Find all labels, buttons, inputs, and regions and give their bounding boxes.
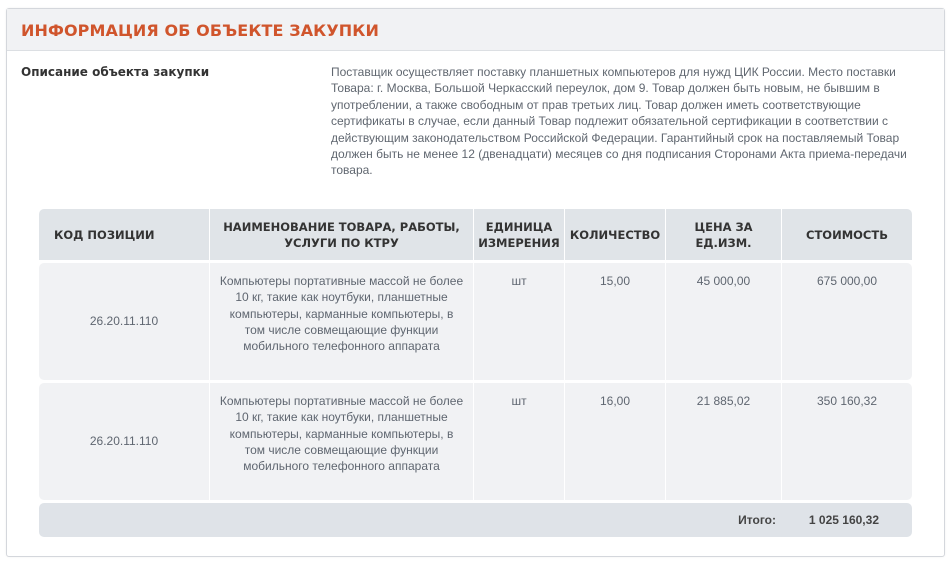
cell-qty: 15,00 [565, 263, 666, 380]
header-price: ЦЕНА ЗА ЕД.ИЗМ. [666, 209, 782, 260]
cell-name: Компьютеры портативные массой не более 10 кг, такие как ноутбуки, планшетные компьютеры, карманные компьютеры, в том числе совмещающие функции мобильного телефонного аппарата [210, 263, 474, 380]
description-value: Поставщик осуществляет поставку планшетных компьютеров для нужд ЦИК России. Место поставки Товара: г. Москва, Большой Черкасский переулок, дом 9. Товар должен быть новым, не бывшим в употреблении, а также свободным от прав третьих лиц. Товар должен иметь соответствующие сертификаты в случае, если данный Товар подлежит обязательной сертификации в соответствии с действующим законодательством Российской Федерации. Гарантийный срок на поставляемый Товар должен быть не менее 12 (двенадцати) месяцев со дня подписания Сторонами Акта приема-передачи товара. [331, 65, 907, 178]
table-row [39, 383, 912, 500]
total-row [39, 503, 912, 537]
total-value: 1 025 160,32 [808, 513, 879, 527]
header-name: НАИМЕНОВАНИЕ ТОВАРА, РАБОТЫ, УСЛУГИ ПО КТРУ [210, 209, 474, 260]
items-table [39, 209, 912, 537]
description-row [7, 51, 944, 181]
header-code: КОД ПОЗИЦИИ [39, 209, 210, 260]
cell-price: 45 000,00 [666, 263, 782, 380]
description-label: Описание объекта закупки [21, 65, 210, 79]
cell-unit: шт [474, 263, 565, 380]
cell-code: 26.20.11.110 [39, 383, 210, 500]
header-qty: КОЛИЧЕСТВО [565, 209, 666, 260]
header-unit: ЕДИНИЦА ИЗМЕРЕНИЯ [474, 209, 565, 260]
total-label: Итого: [738, 513, 776, 527]
cell-cost: 350 160,32 [816, 394, 878, 408]
table-row [39, 263, 912, 380]
cell-code: 26.20.11.110 [39, 263, 210, 380]
cell-name: Компьютеры портативные массой не более 10 кг, такие как ноутбуки, планшетные компьютеры, карманные компьютеры, в том числе совмещающие функции мобильного телефонного аппарата [210, 383, 474, 500]
table-header [39, 209, 912, 260]
procurement-object-panel [6, 8, 945, 557]
section-title: ИНФОРМАЦИЯ ОБ ОБЪЕКТЕ ЗАКУПКИ [21, 21, 379, 40]
cell-unit: шт [474, 383, 565, 500]
cell-qty: 16,00 [565, 383, 666, 500]
cell-price: 21 885,02 [666, 383, 782, 500]
cell-cost: 675 000,00 [816, 274, 878, 288]
header-cost: СТОИМОСТЬ [806, 227, 888, 242]
panel-header [7, 9, 944, 51]
